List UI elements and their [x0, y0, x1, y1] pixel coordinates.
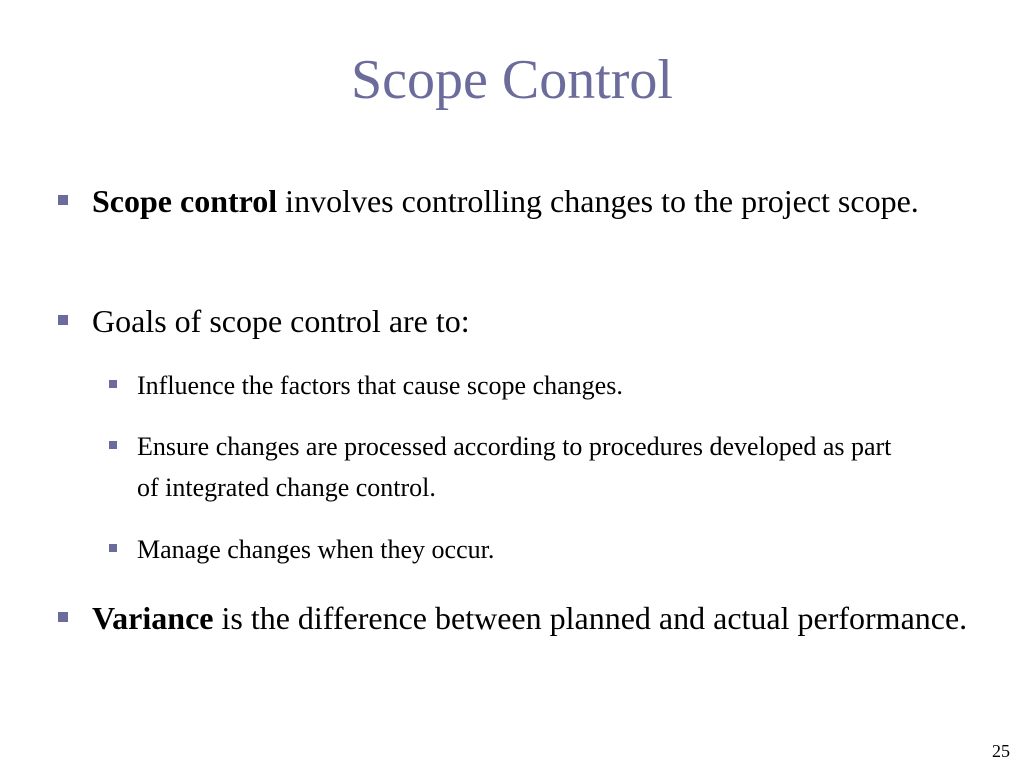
bullet-goals [92, 299, 992, 344]
square-bullet-icon [58, 612, 68, 622]
bullet-variance [92, 596, 992, 641]
square-bullet-icon [58, 195, 68, 205]
square-bullet-icon [58, 315, 68, 325]
page-number: 25 [992, 741, 1010, 761]
square-bullet-icon [109, 380, 117, 388]
sub-bullet-influence [137, 365, 997, 406]
bullet-text: Manage changes when they occur. [137, 535, 495, 564]
bullet-term: Scope control [92, 183, 278, 219]
bullet-text: Ensure changes are processed according to procedures developed as part of integrated change control. [137, 432, 892, 502]
sub-bullet-ensure [137, 426, 897, 508]
square-bullet-icon [109, 544, 117, 552]
square-bullet-icon [109, 441, 117, 449]
slide-title: Scope Control [351, 49, 673, 111]
bullet-scope-control [92, 179, 992, 224]
bullet-text: involves controlling changes to the project scope. [277, 183, 919, 219]
bullet-term: Variance [92, 600, 214, 636]
bullet-text: Goals of scope control are to: [92, 303, 470, 339]
bullet-text: Influence the factors that cause scope changes. [137, 371, 623, 400]
sub-bullet-manage [137, 529, 997, 570]
bullet-text: is the difference between planned and actual performance. [213, 600, 968, 636]
